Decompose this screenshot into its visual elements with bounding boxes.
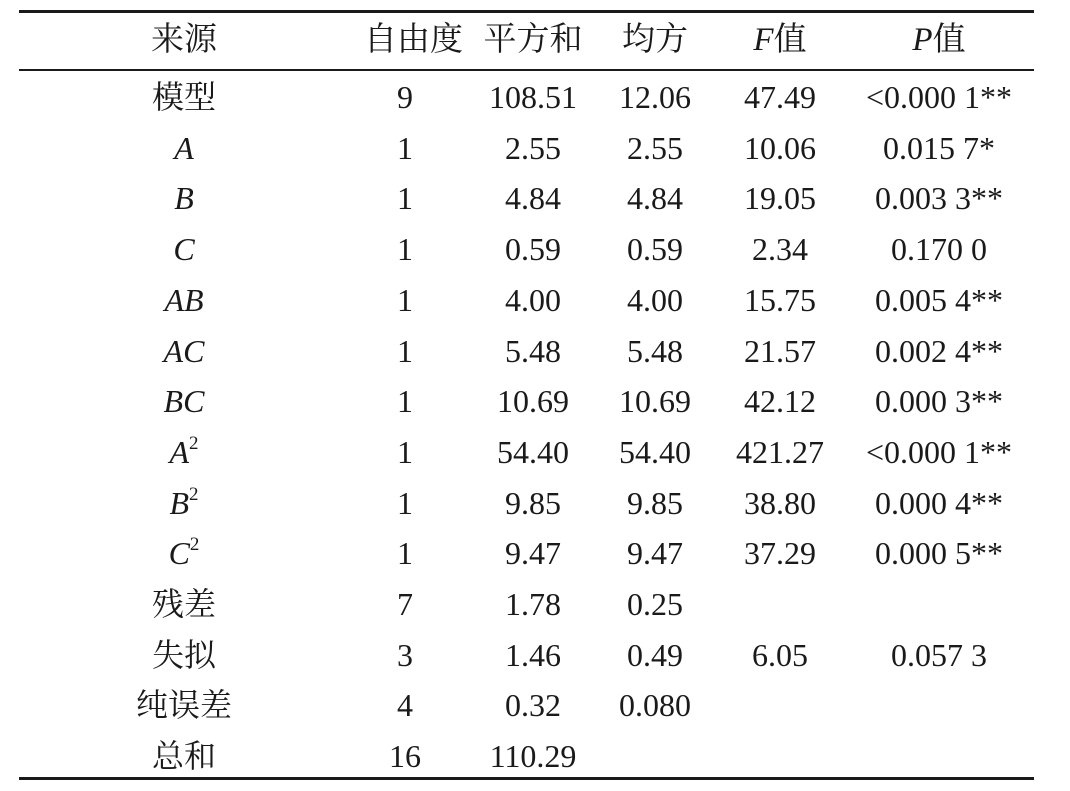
header-source: 来源	[151, 22, 217, 58]
table-row	[19, 224, 1034, 274]
cell-p	[844, 680, 1034, 730]
cell-ms: 10.69	[619, 383, 691, 420]
cell-f: 42.12	[744, 383, 816, 420]
cell-ms: 54.40	[619, 433, 691, 470]
source-label: 总和	[151, 738, 216, 775]
header-row	[19, 15, 1034, 65]
source-label: AB	[164, 281, 204, 318]
cell-p: 0.000 5**	[875, 535, 1003, 572]
source-exponent: 2	[189, 534, 200, 556]
cell-ss: 4.00	[505, 281, 561, 318]
header-f-suffix: 值	[773, 22, 807, 58]
source-exponent: 2	[189, 432, 199, 454]
cell-df: 1	[397, 332, 413, 369]
cell-p: 0.000 4**	[875, 484, 1003, 521]
table-row	[19, 123, 1034, 173]
cell-f: 21.57	[744, 332, 816, 369]
header-ss: 平方和	[483, 22, 583, 58]
source-label: 模型	[151, 79, 216, 115]
cell-df: 1	[397, 535, 413, 572]
cell-ms: 0.59	[627, 231, 683, 268]
cell-source	[104, 630, 264, 680]
cell-p: 0.057 3	[891, 636, 987, 673]
cell-f: 2.34	[752, 231, 808, 268]
table-row	[19, 427, 1034, 477]
cell-source	[104, 680, 264, 730]
cell-df: 1	[397, 433, 413, 470]
cell-ss: 10.69	[497, 383, 569, 420]
cell-f: 38.80	[744, 484, 816, 521]
cell-ss: 1.46	[505, 636, 561, 673]
cell-ss: 110.29	[489, 738, 577, 775]
cell-ms: 0.49	[627, 636, 683, 673]
cell-ss: 9.85	[505, 484, 561, 521]
table-row	[19, 731, 1034, 781]
cell-df: 4	[397, 687, 413, 724]
cell-f: 37.29	[744, 535, 816, 572]
cell-p: 0.170 0	[891, 231, 987, 268]
source-label: C	[173, 231, 195, 268]
cell-ss: 2.55	[505, 129, 561, 166]
cell-ss: 108.51	[489, 79, 577, 115]
cell-source	[104, 528, 264, 578]
cell-df: 7	[397, 586, 413, 622]
source-label: C	[168, 535, 190, 572]
source-label: 纯误差	[135, 687, 232, 724]
cell-source	[104, 72, 264, 122]
table-row	[19, 326, 1034, 376]
cell-p	[844, 579, 1034, 629]
cell-ss: 4.84	[505, 180, 561, 217]
cell-f: 6.05	[752, 636, 808, 673]
cell-df: 1	[397, 484, 413, 521]
top-rule	[19, 10, 1034, 13]
header-p-suffix: 值	[932, 22, 966, 58]
cell-p: 0.015 7*	[883, 129, 995, 166]
cell-df: 1	[397, 383, 413, 420]
header-p	[844, 15, 1034, 65]
cell-source	[104, 579, 264, 629]
table-row	[19, 478, 1034, 528]
cell-ss: 5.48	[505, 332, 561, 369]
source-label: B	[174, 180, 194, 217]
cell-source	[104, 275, 264, 325]
source-label: AC	[163, 332, 205, 369]
table-row	[19, 579, 1034, 629]
source-label: BC	[163, 383, 205, 420]
cell-ms: 12.06	[619, 79, 691, 115]
header-df: 自由度	[364, 22, 463, 58]
cell-source	[104, 326, 264, 376]
cell-f: 10.06	[744, 129, 816, 166]
header-f-letter: F	[753, 22, 774, 58]
cell-p	[844, 731, 1034, 781]
cell-f: 19.05	[744, 180, 816, 217]
table-row	[19, 275, 1034, 325]
cell-f: 421.27	[736, 433, 824, 470]
cell-ms: 9.85	[627, 484, 683, 521]
header-p-letter: P	[912, 22, 933, 58]
cell-p: 0.003 3**	[875, 180, 1003, 217]
cell-ss: 0.59	[505, 231, 561, 268]
cell-ms: 4.00	[627, 281, 683, 318]
cell-source	[104, 173, 264, 223]
cell-f	[719, 680, 841, 730]
cell-source	[104, 376, 264, 426]
cell-df: 1	[397, 231, 413, 268]
header-ms: 均方	[622, 22, 688, 58]
cell-f	[719, 731, 841, 781]
cell-source	[104, 224, 264, 274]
cell-source	[104, 731, 264, 781]
cell-f	[719, 579, 841, 629]
cell-p: <0.000 1**	[865, 79, 1013, 115]
cell-source	[104, 123, 264, 173]
cell-df: 9	[397, 79, 413, 115]
table-row	[19, 680, 1034, 730]
cell-p: 0.005 4**	[875, 281, 1003, 318]
source-label: 残差	[151, 586, 216, 622]
source-label: A	[174, 129, 194, 166]
cell-ms: 4.84	[627, 180, 683, 217]
cell-ms: 5.48	[627, 332, 683, 369]
table-row	[19, 630, 1034, 680]
cell-ss: 54.40	[497, 433, 569, 470]
cell-df: 16	[389, 738, 421, 775]
cell-ms: 0.25	[627, 586, 683, 622]
table-row	[19, 72, 1034, 122]
cell-source	[104, 478, 264, 528]
cell-p: 0.000 3**	[875, 383, 1003, 420]
cell-ms: 0.080	[619, 687, 691, 724]
cell-ss: 1.78	[505, 586, 561, 622]
cell-df: 1	[397, 180, 413, 217]
cell-f: 15.75	[744, 281, 816, 318]
cell-ms	[597, 731, 713, 781]
header-rule	[19, 69, 1034, 71]
cell-f: 47.49	[744, 79, 816, 115]
cell-p: 0.002 4**	[875, 332, 1003, 369]
cell-ss: 0.32	[505, 687, 561, 724]
header-f	[719, 15, 841, 65]
cell-ms: 9.47	[627, 535, 683, 572]
source-label: B	[169, 484, 190, 521]
cell-p: <0.000 1**	[865, 433, 1013, 470]
source-exponent: 2	[189, 483, 199, 505]
cell-source	[104, 427, 264, 477]
cell-df: 1	[397, 281, 413, 318]
source-label: 失拟	[151, 636, 216, 673]
table-row	[19, 528, 1034, 578]
cell-ms: 2.55	[627, 129, 683, 166]
cell-ss: 9.47	[505, 535, 561, 572]
table-row	[19, 376, 1034, 426]
cell-df: 1	[397, 129, 413, 166]
table-row	[19, 173, 1034, 223]
cell-df: 3	[397, 636, 413, 673]
source-label: A	[169, 433, 190, 470]
